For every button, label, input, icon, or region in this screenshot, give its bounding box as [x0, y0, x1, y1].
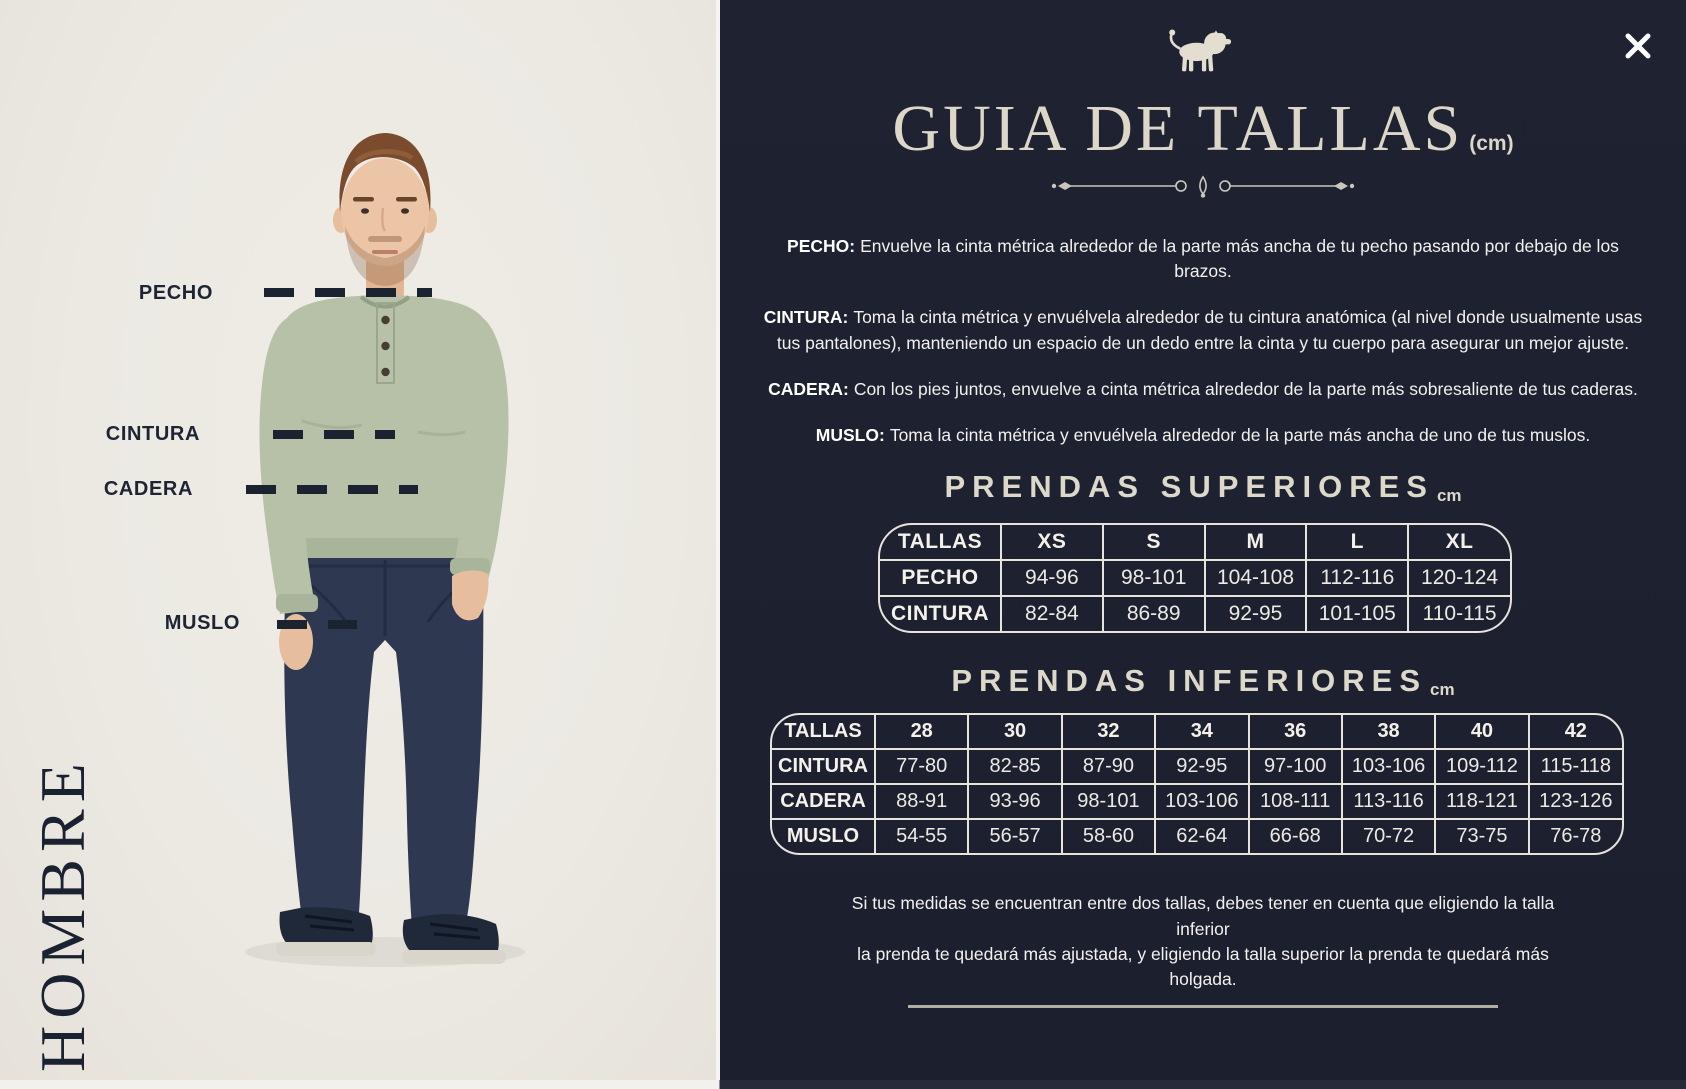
size-cell: 104-108 [1205, 560, 1307, 596]
instruction-text: Envuelve la cinta métrica alrededor de la parte más ancha de tu pecho pasando por debajo de los brazos. [860, 236, 1619, 282]
size-cell: 92-95 [1155, 749, 1248, 784]
column-header: XL [1408, 525, 1510, 560]
row-label: MUSLO [772, 819, 875, 853]
instruction-term: CINTURA: [763, 307, 849, 328]
note-line: la prenda te quedará más ajustada, y eligiendo la talla superior la prenda te quedará más holgada. [857, 943, 1549, 990]
size-cell: 110-115 [1408, 596, 1510, 631]
size-cell: 120-124 [1408, 560, 1510, 596]
size-cell: 86-89 [1103, 596, 1205, 631]
section-title-unit: cm [1430, 680, 1455, 700]
instruction-term: MUSLO: [815, 424, 885, 445]
table-row [772, 819, 1622, 853]
size-cell: 94-96 [1001, 560, 1103, 596]
column-header: 36 [1249, 715, 1342, 749]
table-row [880, 560, 1510, 596]
row-label: CINTURA [772, 749, 875, 784]
column-header: L [1306, 525, 1408, 560]
measure-label-pecho: PECHO [138, 282, 213, 304]
table-header-row [880, 525, 1510, 560]
close-button[interactable] [1616, 24, 1660, 68]
size-cell: 54-55 [875, 819, 968, 853]
measure-line-cadera [246, 485, 418, 494]
size-cell: 66-68 [1249, 819, 1342, 853]
instruction-text: Toma la cinta métrica y envuélvela alrededor de tu cintura anatómica (al nivel donde usualmente usas tus pantalones), manteniendo un espacio de un dedo entre la cinta y tu cuerpo para asegurar un mejor ajuste. [776, 307, 1643, 353]
size-cell: 112-116 [1306, 560, 1408, 596]
size-guide-panel [720, 0, 1686, 1089]
size-cell: 118-121 [1435, 784, 1528, 819]
instruction-term: CADERA: [768, 378, 849, 399]
measure-label-muslo: MUSLO [164, 612, 240, 634]
sizing-advice-note [843, 891, 1563, 1008]
instruction-text: Toma la cinta métrica y envuélvela alrededor de la parte más ancha de uno de tus muslos. [889, 424, 1591, 445]
size-cell: 56-57 [968, 819, 1061, 853]
size-cell: 123-126 [1529, 784, 1622, 819]
row-label: CINTURA [880, 596, 1001, 631]
section-title-unit: cm [1436, 486, 1462, 506]
size-cell: 87-90 [1062, 749, 1155, 784]
column-header: 32 [1062, 715, 1155, 749]
section-title-superiores [720, 469, 1686, 505]
size-cell: 58-60 [1062, 819, 1155, 853]
close-icon [1616, 24, 1660, 68]
measure-line-cintura [273, 430, 395, 439]
size-cell: 62-64 [1155, 819, 1248, 853]
size-cell: 98-101 [1062, 784, 1155, 819]
instruction-muslo [757, 423, 1649, 448]
size-cell: 82-85 [968, 749, 1061, 784]
measuring-instructions [757, 234, 1649, 448]
column-header: 34 [1155, 715, 1248, 749]
size-cell: 108-111 [1249, 784, 1342, 819]
table-header-row [772, 715, 1622, 749]
man-photo [0, 0, 720, 1089]
row-label: PECHO [880, 560, 1001, 596]
size-table-superior [878, 523, 1512, 633]
note-line: Si tus medidas se encuentran entre dos tallas, debes tener en cuenta que eligiendo la talla inferior [851, 893, 1555, 939]
modal-bottom-edge [0, 1080, 1686, 1089]
size-cell: 93-96 [968, 784, 1061, 819]
page-title-text: GUIA DE TALLAS [892, 92, 1464, 165]
measure-line-muslo [277, 620, 357, 629]
column-header: 30 [968, 715, 1061, 749]
column-header: 40 [1435, 715, 1528, 749]
instruction-cintura [757, 305, 1649, 355]
size-cell: 73-75 [1435, 819, 1528, 853]
table-row [880, 596, 1510, 631]
gender-title: HOMBRE [27, 756, 98, 1072]
instruction-text: Con los pies juntos, envuelve a cinta métrica alrededor de la parte más sobresaliente de tus caderas. [853, 378, 1638, 399]
table-row [772, 784, 1622, 819]
size-cell: 109-112 [1435, 749, 1528, 784]
size-cell: 113-116 [1342, 784, 1435, 819]
note-underline [908, 1005, 1498, 1008]
size-table-inferior [770, 713, 1624, 855]
section-title-inferiores [720, 663, 1686, 699]
size-cell: 103-106 [1342, 749, 1435, 784]
size-cell: 82-84 [1001, 596, 1103, 631]
size-cell: 98-101 [1103, 560, 1205, 596]
table-row [772, 749, 1622, 784]
divider-ornament [1048, 174, 1358, 198]
instruction-term: PECHO: [787, 236, 856, 256]
size-cell: 76-78 [1529, 819, 1622, 853]
column-header: TALLAS [880, 525, 1001, 560]
instruction-pecho [757, 234, 1649, 284]
row-label: CADERA [772, 784, 875, 819]
page-title-unit: (cm) [1469, 132, 1514, 155]
measure-label-cadera: CADERA [103, 478, 193, 500]
size-cell: 115-118 [1529, 749, 1622, 784]
size-cell: 77-80 [875, 749, 968, 784]
size-cell: 70-72 [1342, 819, 1435, 853]
measure-label-cintura: CINTURA [105, 423, 200, 445]
size-cell: 88-91 [875, 784, 968, 819]
column-header: 28 [875, 715, 968, 749]
size-cell: 97-100 [1249, 749, 1342, 784]
instruction-cadera [757, 377, 1649, 402]
page-title [720, 92, 1686, 165]
measure-line-pecho [264, 288, 432, 297]
column-header: TALLAS [772, 715, 875, 749]
size-cell: 92-95 [1205, 596, 1307, 631]
section-title-text: PRENDAS INFERIORES [951, 663, 1428, 699]
size-cell: 101-105 [1306, 596, 1408, 631]
column-header: 42 [1529, 715, 1622, 749]
column-header: M [1205, 525, 1307, 560]
lion-icon [1164, 26, 1242, 80]
column-header: S [1103, 525, 1205, 560]
section-title-text: PRENDAS SUPERIORES [944, 469, 1434, 505]
column-header: 38 [1342, 715, 1435, 749]
model-photo-panel [0, 0, 720, 1089]
size-cell: 103-106 [1155, 784, 1248, 819]
column-header: XS [1001, 525, 1103, 560]
